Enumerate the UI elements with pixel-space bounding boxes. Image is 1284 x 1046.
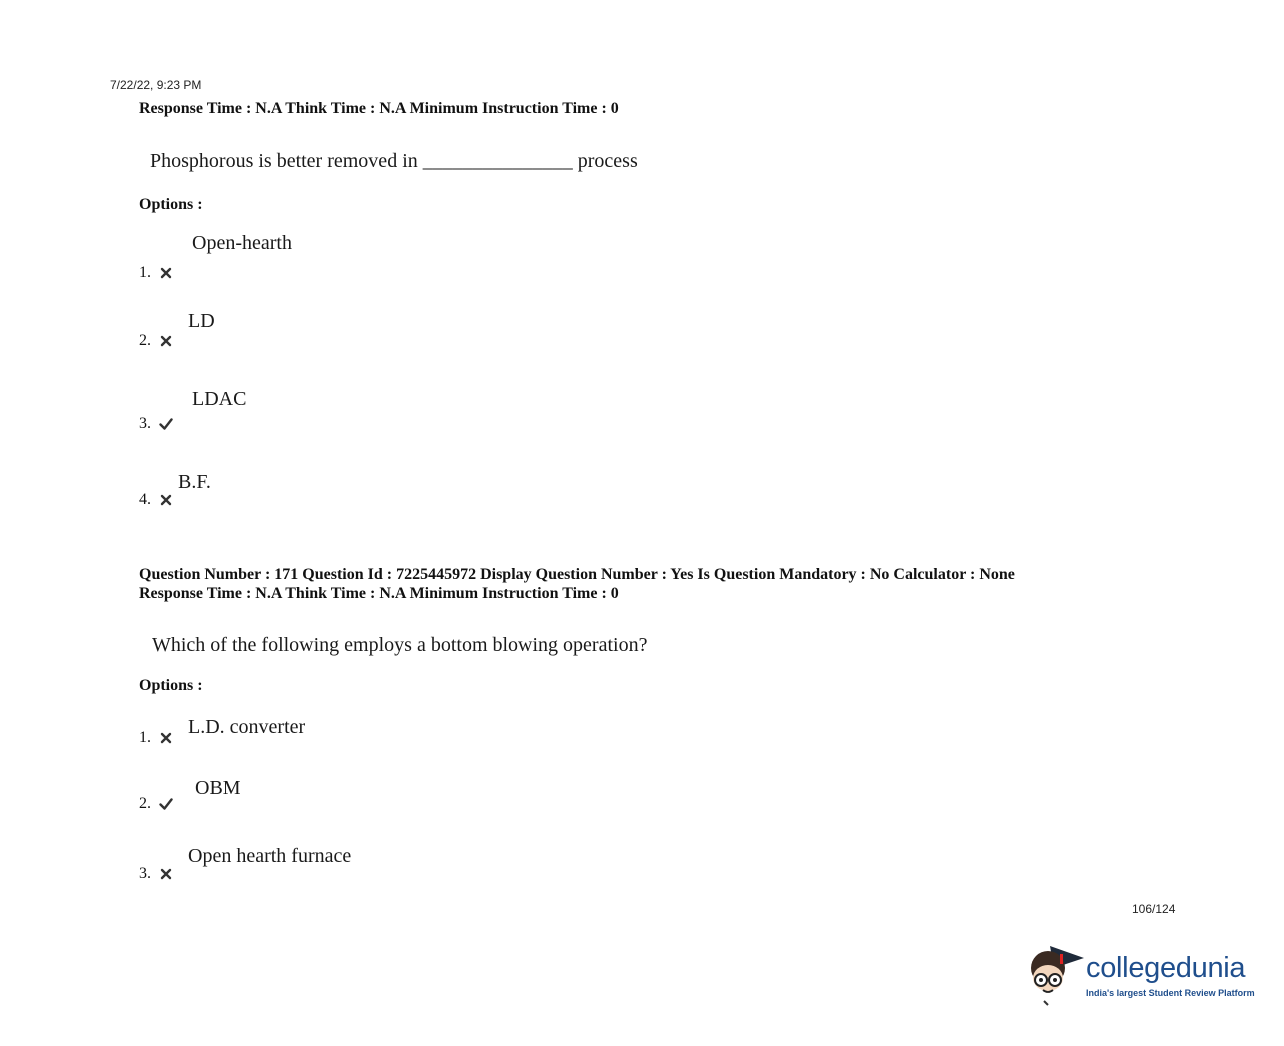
logo-wordmark: collegedunia <box>1086 952 1246 984</box>
option-row <box>139 264 173 282</box>
option-number: 1. <box>139 264 151 281</box>
option-row <box>139 491 173 509</box>
option-text: B.F. <box>178 471 211 493</box>
option-text: L.D. converter <box>188 716 306 738</box>
question-text: Which of the following employs a bottom blowing operation? <box>152 634 648 656</box>
options-label: Options : <box>139 677 203 694</box>
option-number: 3. <box>139 865 151 882</box>
option-number: 1. <box>139 729 151 746</box>
response-time-meta: Response Time : N.A Think Time : N.A Minimum Instruction Time : 0 <box>139 100 619 117</box>
mascot-icon <box>1024 938 1086 1008</box>
check-icon <box>159 417 173 431</box>
option-number: 2. <box>139 795 151 812</box>
cross-icon <box>159 334 173 348</box>
option-number: 2. <box>139 332 151 349</box>
option-text: LD <box>188 310 215 332</box>
option-text: OBM <box>195 777 241 799</box>
cross-icon <box>159 731 173 745</box>
response-time-meta: Response Time : N.A Think Time : N.A Minimum Instruction Time : 0 <box>139 585 619 602</box>
option-row <box>139 415 173 433</box>
option-text: Open-hearth <box>192 232 292 254</box>
option-number: 3. <box>139 415 151 432</box>
option-number: 4. <box>139 491 151 508</box>
options-label: Options : <box>139 196 203 213</box>
option-row <box>139 795 173 813</box>
cross-icon <box>159 493 173 507</box>
question-text: Phosphorous is better removed in _______________ process <box>150 150 638 172</box>
cross-icon <box>159 867 173 881</box>
option-row <box>139 332 173 350</box>
option-text: LDAC <box>192 388 247 410</box>
cross-icon <box>159 266 173 280</box>
option-row <box>139 729 173 747</box>
option-text: Open hearth furnace <box>188 845 352 867</box>
collegedunia-logo <box>1024 938 1264 1008</box>
check-icon <box>159 797 173 811</box>
page-number: 106/124 <box>1132 902 1176 916</box>
option-row <box>139 865 173 883</box>
question-meta: Question Number : 171 Question Id : 7225445972 Display Question Number : Yes Is Question Mandatory : No Calculator : None <box>139 566 1015 583</box>
print-timestamp: 7/22/22, 9:23 PM <box>110 78 202 92</box>
logo-tagline: India's largest Student Review Platform <box>1086 988 1255 998</box>
